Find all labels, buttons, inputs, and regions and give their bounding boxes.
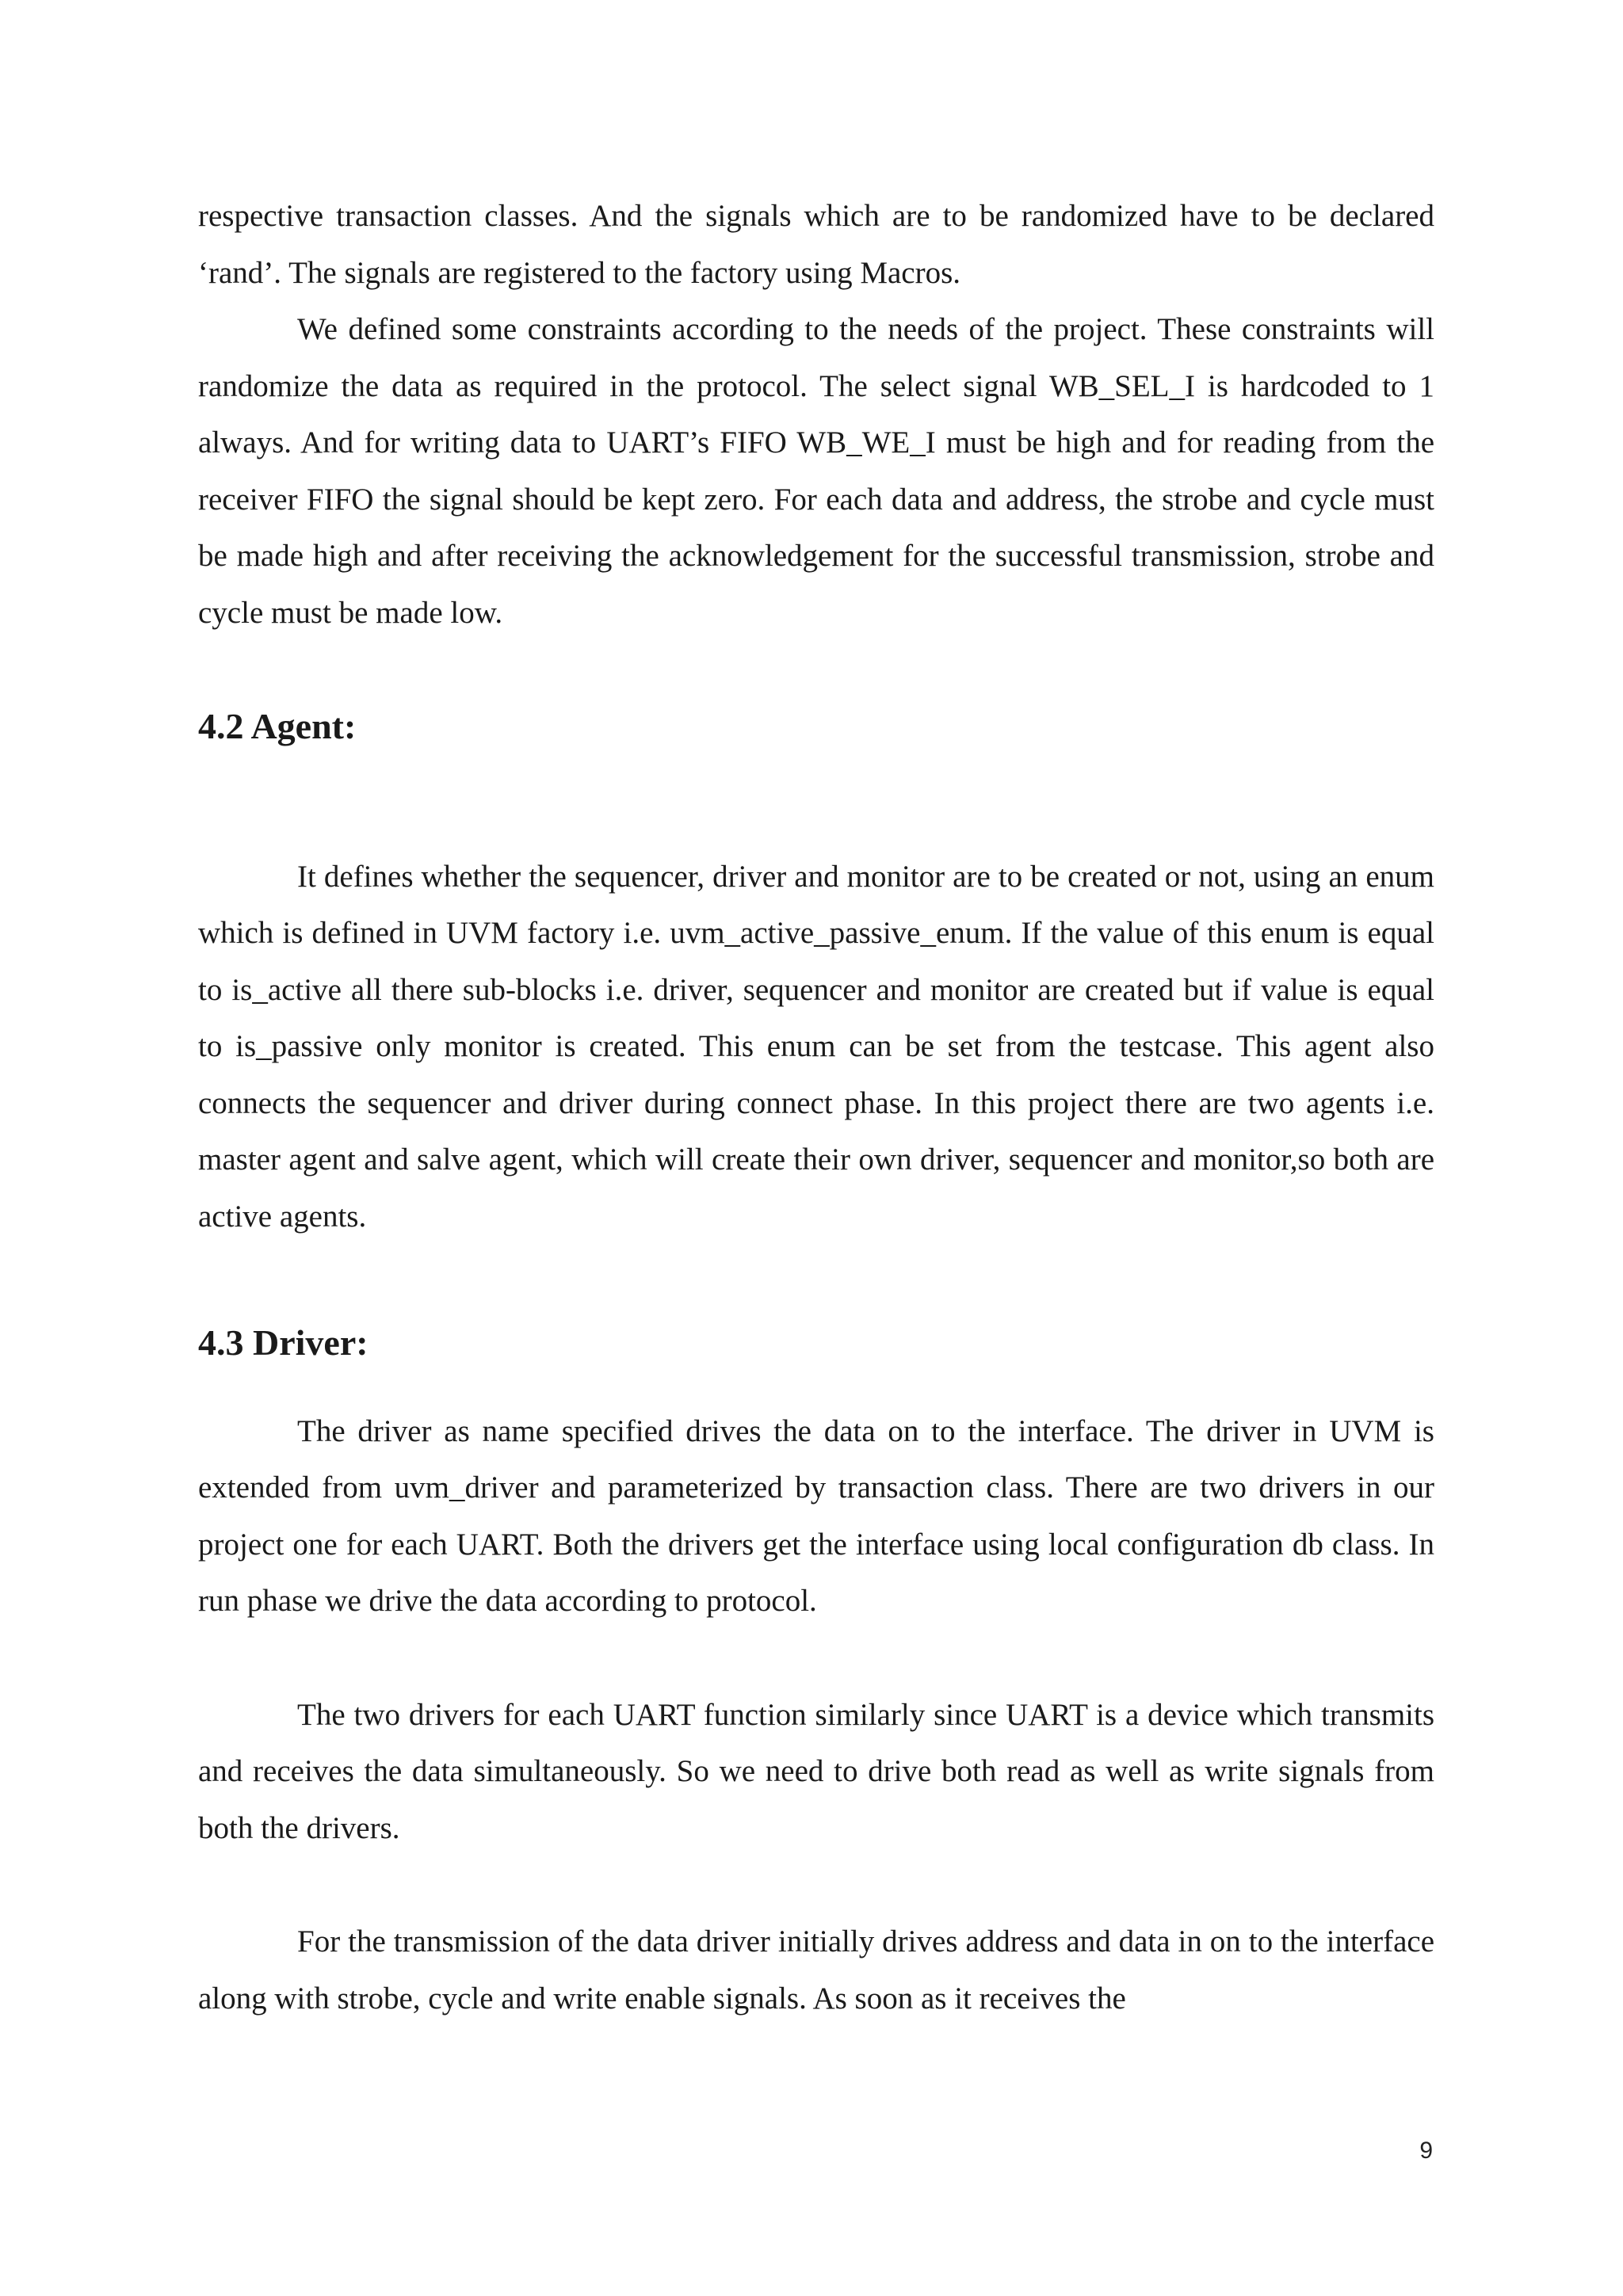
heading-driver: 4.3 Driver: [198,1322,369,1363]
paragraph-constraints: We defined some constraints according to the needs of the project. These constraints will randomize the data as required in the protocol. The select signal WB_SEL_I is hardcoded to 1 always. And for writing data to UART’s FIFO WB_WE_I must be high and for reading from the receiver FIFO the signal should be kept zero. For each data and address, the strobe and cycle must be made high and after receiving the acknowledgement for the successful transmission, strobe and cycle must be made low. [198,312,1434,630]
document-page [198,188,1434,2027]
heading-agent: 4.2 Agent: [198,706,357,746]
paragraph-agent: It defines whether the sequencer, driver and monitor are to be created or not, using an enum which is defined in UVM factory i.e. uvm_active_passive_enum. If the value of this enum is equal to is_active all there sub-blocks i.e. driver, sequencer and monitor are created but if value is equal to is_passive only monitor is created. This enum can be set from the testcase. This agent also connects the sequencer and driver during connect phase. In this project there are two agents i.e. master agent and salve agent, which will create their own driver, sequencer and monitor,so both are active agents. [198,859,1434,1234]
paragraph-two-drivers: The two drivers for each UART function similarly since UART is a device which transmits and receives the data simultaneously. So we need to drive both read as well as write signals from both the drivers. [198,1697,1434,1845]
paragraph-transmission: For the transmission of the data driver initially drives address and data in on to the interface along with strobe, cycle and write enable signals. As soon as it receives the [198,1924,1434,2016]
page-number: 9 [1419,2138,1433,2164]
paragraph-driver-intro: The driver as name specified drives the data on to the interface. The driver in UVM is extended from uvm_driver and parameterized by transaction class. There are two drivers in our project one for each UART. Both the drivers get the interface using local configuration db class. In run phase we drive the data according to protocol. [198,1413,1434,1618]
paragraph-transaction-classes: respective transaction classes. And the signals which are to be randomized have to be declared ‘rand’. The signals are registered to the factory using Macros. [198,199,1434,290]
